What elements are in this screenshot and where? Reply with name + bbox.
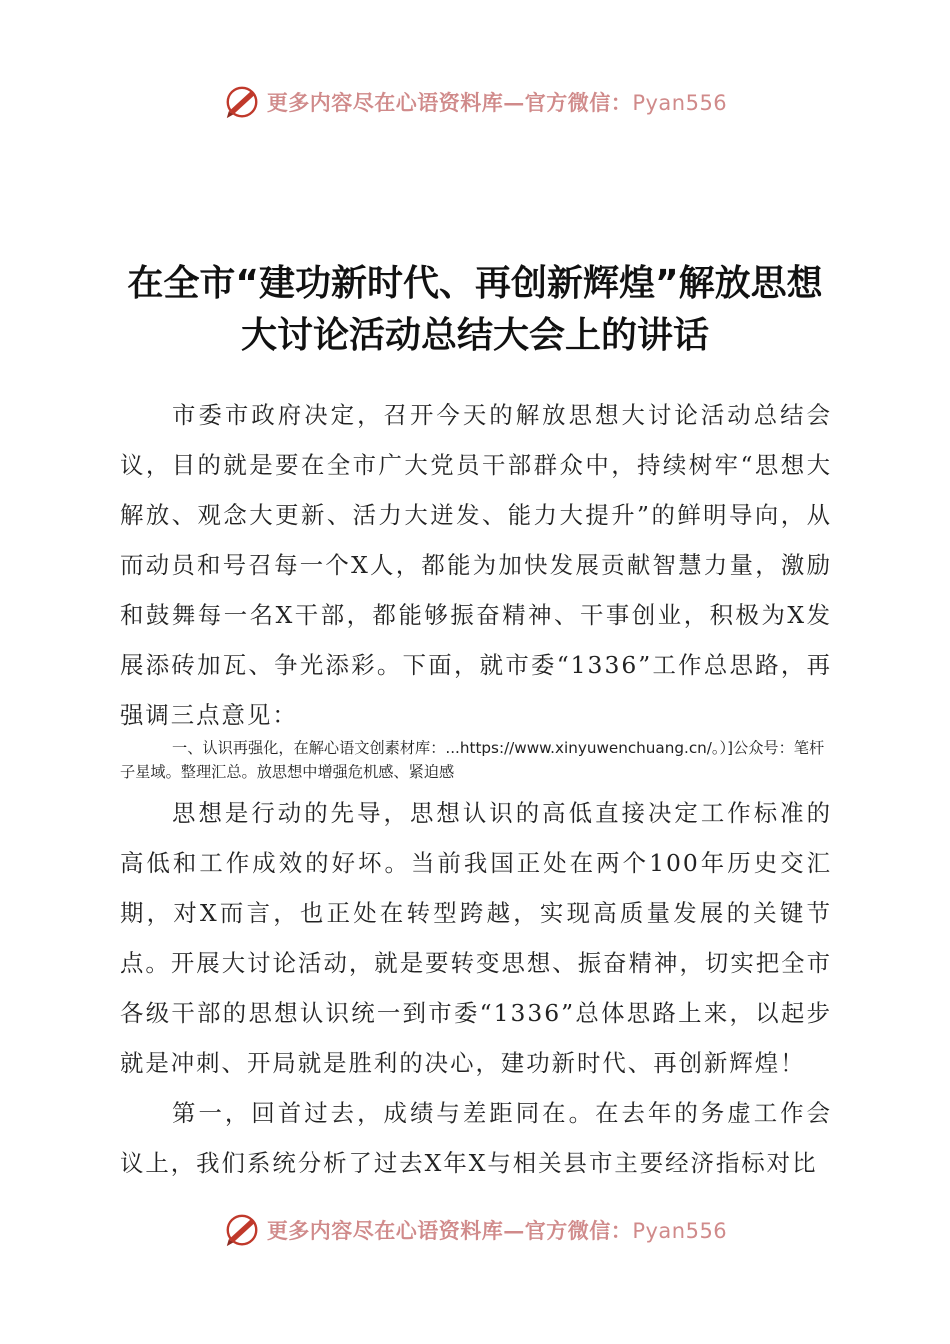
banner-label: 更多内容尽在心语资料库—官方微信： <box>266 90 633 115</box>
pen-logo-icon <box>223 83 261 121</box>
footer-watermark-banner <box>0 1206 950 1254</box>
banner-label: 更多内容尽在心语资料库—官方微信： <box>266 1218 633 1243</box>
title-line-1: 在全市“建功新时代、再创新辉煌”解放思想 <box>127 263 823 304</box>
document-title <box>0 258 950 362</box>
banner-wechat-id: Pyan556 <box>632 1219 728 1243</box>
paragraph-thought: 思想是行动的先导，思想认识的高低直接决定工作标准的高低和工作成效的好坏。当前我国正处在两个100年历史交汇期，对X而言，也正处在转型跨越，实现高质量发展的关键节点。开展大讨论活动，就是要转变思想、振奋精神，切实把全市各级干部的思想认识统一到市委“1336”总体思路上来，以起步就是冲刺、开局就是胜利的决心，建功新时代、再创新辉煌！ <box>120 799 832 1077</box>
banner-wechat-id: Pyan556 <box>632 91 728 115</box>
paragraph-intro: 市委市政府决定，召开今天的解放思想大讨论活动总结会议，目的就是要在全市广大党员干部群众中，持续树牢“思想大解放、观念大更新、活力大迸发、能力大提升”的鲜明导向，从而动员和号召每一个X人，都能为加快发展贡献智慧力量，激励和鼓舞每一名X干部，都能够振奋精神、干事创业，积极为X发展添砖加瓦、争光添彩。下面，就市委“1336”工作总思路，再强调三点意见： <box>120 401 832 729</box>
pen-logo-icon <box>223 1211 261 1249</box>
header-watermark-banner <box>0 78 950 126</box>
banner-text <box>267 1215 727 1245</box>
banner-text <box>267 87 727 117</box>
title-line-2: 大讨论活动总结大会上的讲话 <box>240 315 709 356</box>
paragraph-first-point: 第一，回首过去，成绩与差距同在。在去年的务虚工作会议上，我们系统分析了过去X年X与相关县市主要经济指标对比 <box>120 1099 832 1177</box>
section-heading-1: 一、认识再强化，在解心语文创素材库：...https://www.xinyuwenchuang.cn/。）]公众号：笔杆子星域。整理汇总。放思想中增强危机感、紧迫感 <box>120 739 825 781</box>
